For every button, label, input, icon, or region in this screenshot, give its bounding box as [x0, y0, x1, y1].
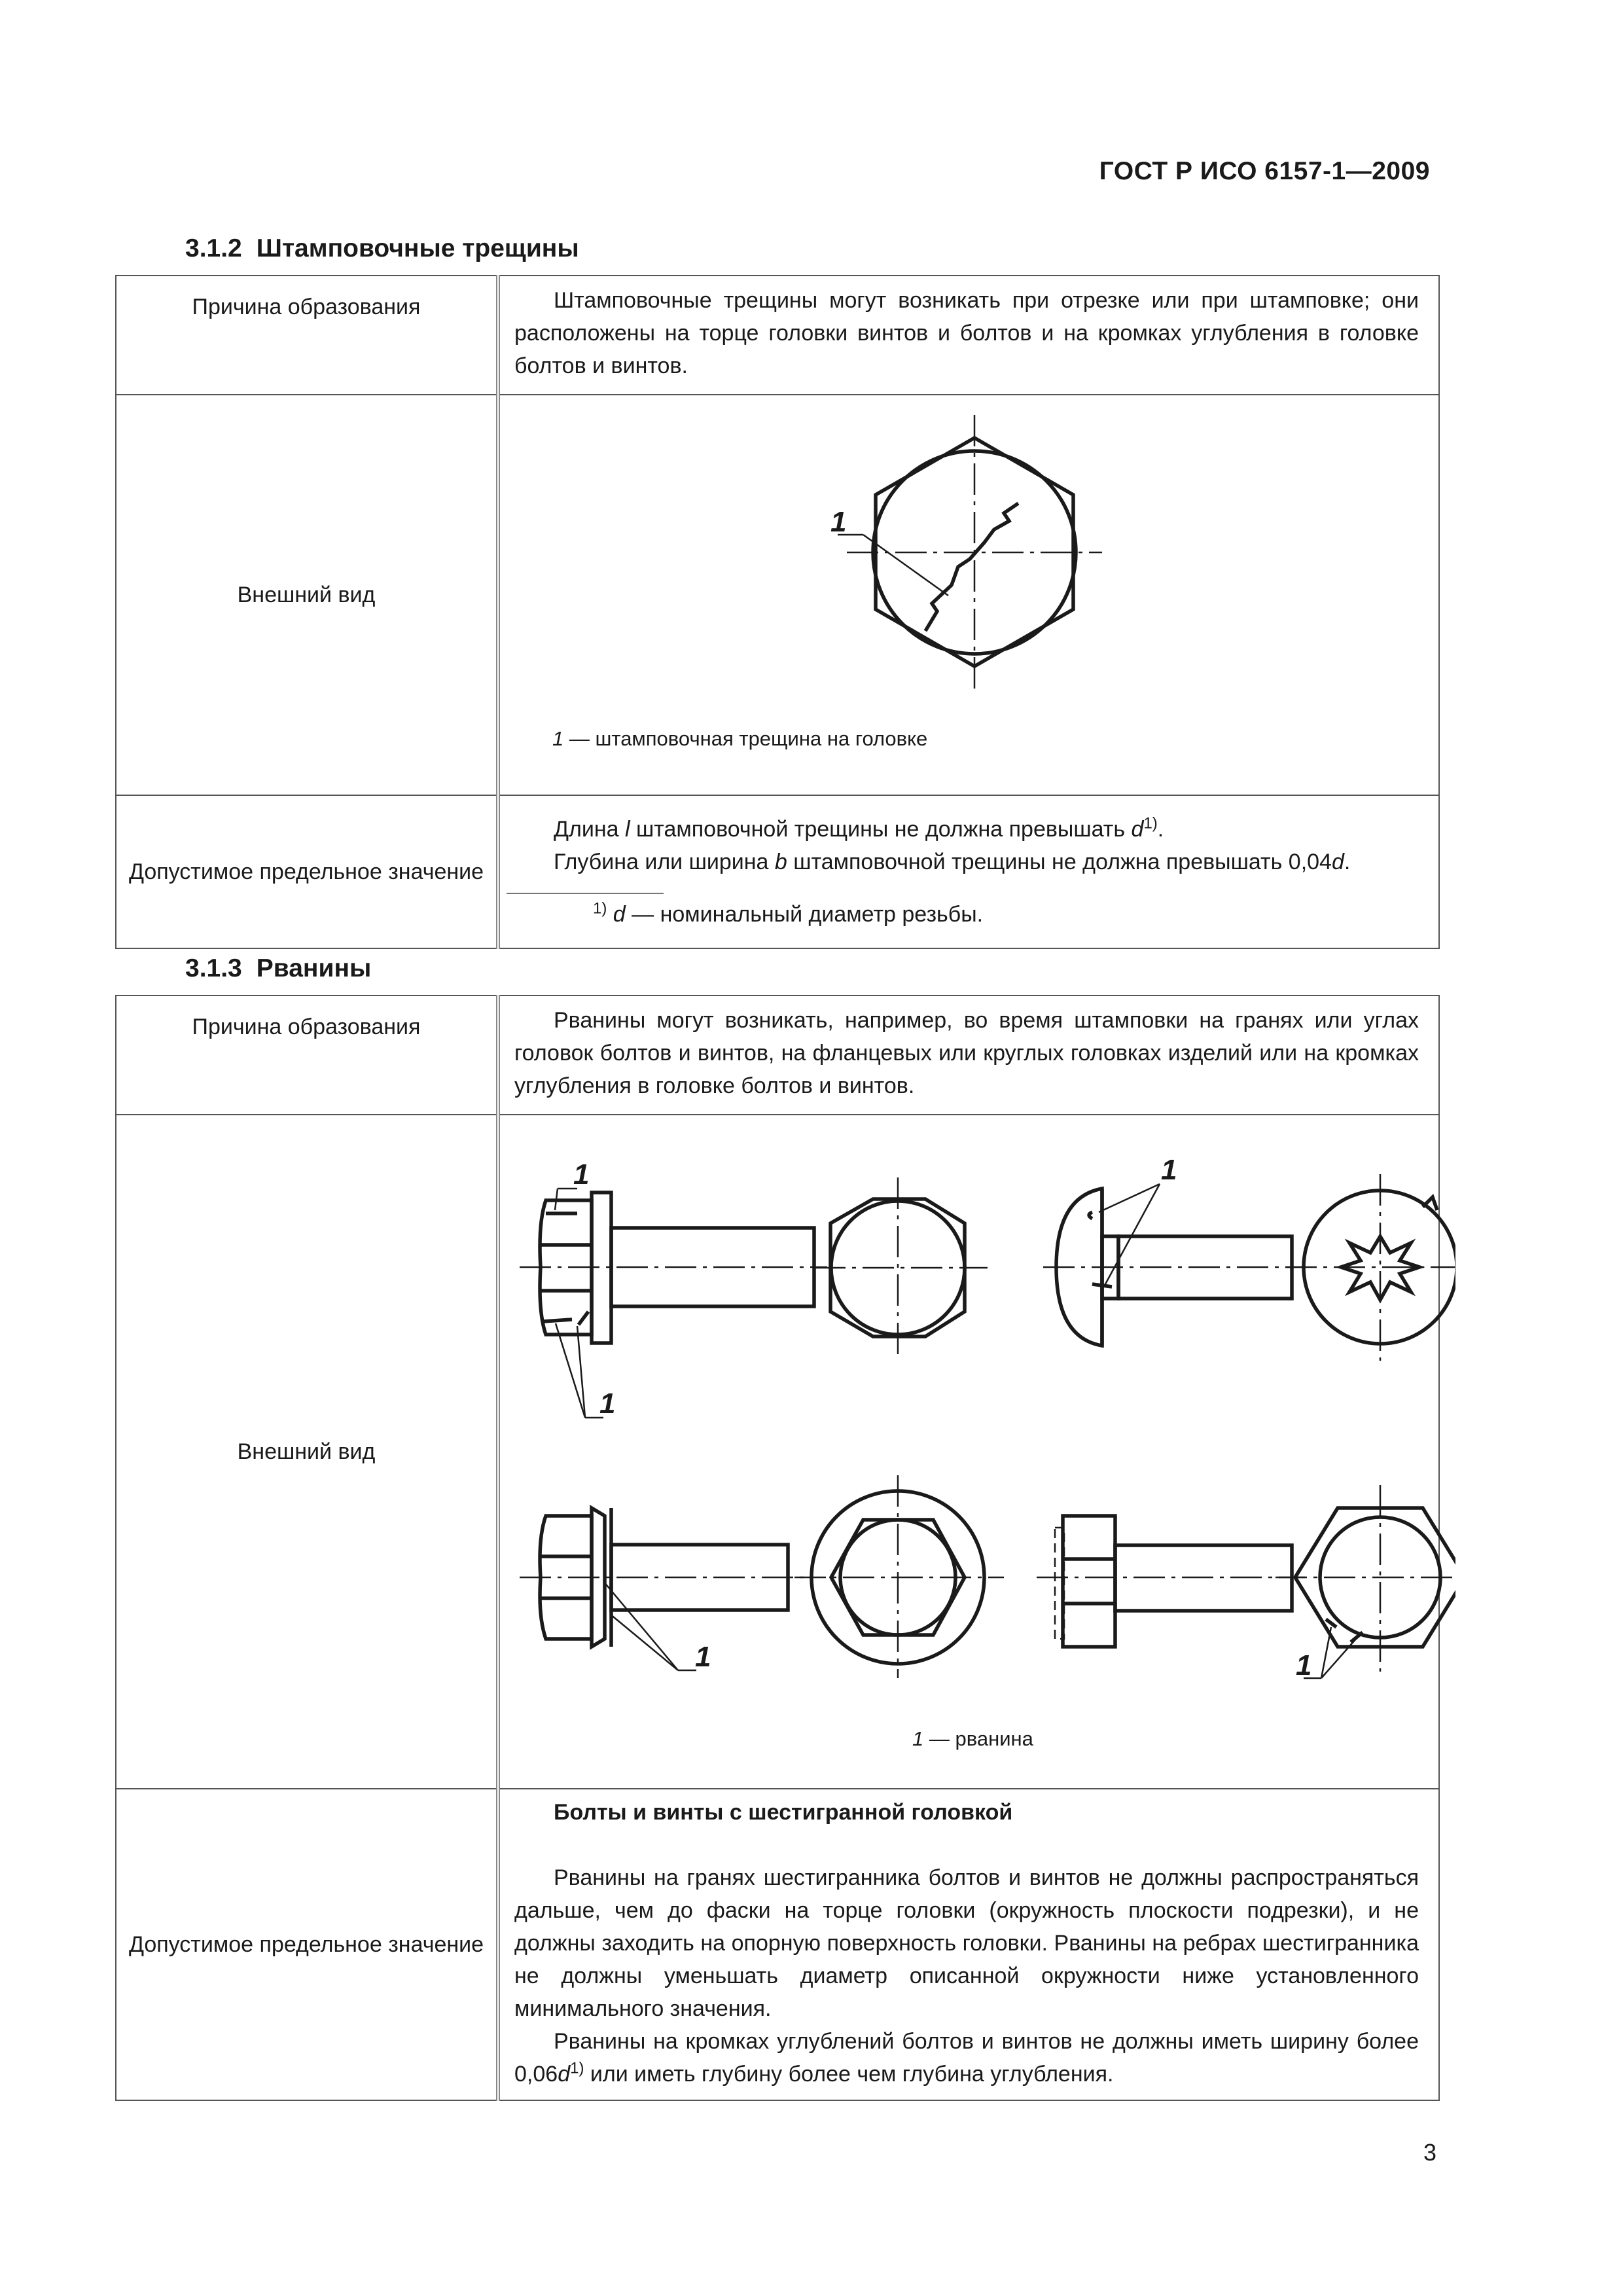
- page-number: 3: [1423, 2139, 1436, 2166]
- hex-end-view: [814, 1177, 988, 1357]
- footnote: [514, 898, 1419, 931]
- caption-text: — рванина: [923, 1727, 1033, 1750]
- document-header: ГОСТ Р ИСО 6157-1—2009: [1099, 157, 1430, 185]
- footnote-ref: 1): [570, 2059, 584, 2077]
- crack-line: [925, 503, 1018, 631]
- table-row: [116, 395, 1439, 795]
- recess-end-view: [1285, 1174, 1455, 1361]
- figure-cell: [498, 395, 1439, 795]
- row-label: Внешний вид: [116, 395, 498, 795]
- var-l: l: [625, 817, 630, 842]
- caption-number: 1: [912, 1727, 924, 1750]
- limit-heading: Болты и винты с шестигранной головкой: [554, 1800, 1013, 1825]
- limit-line-2: [514, 846, 1419, 878]
- callout-label: 1: [1161, 1154, 1177, 1186]
- row-text: [498, 1789, 1439, 2100]
- section-title: Рванины: [256, 954, 372, 982]
- var-d: d: [613, 902, 626, 927]
- figure-caption: [912, 1723, 1033, 1755]
- text-run: .: [1157, 817, 1164, 842]
- limit-paragraph-2: [514, 2025, 1419, 2090]
- text-run: Глубина или ширина: [554, 850, 775, 874]
- row-text: [498, 795, 1439, 948]
- text-run: Длина: [554, 817, 625, 842]
- table-312: [115, 275, 1440, 949]
- row-label: Причина образования: [116, 996, 498, 1115]
- hex-circle-end-view: [1275, 1485, 1455, 1681]
- section-heading-312: [185, 234, 579, 263]
- section-number: 3.1.2: [185, 234, 242, 262]
- footnote-text: — номинальный диаметр резьбы.: [625, 902, 984, 927]
- section-title: Штамповочные трещины: [256, 234, 579, 262]
- table-row: [116, 996, 1439, 1115]
- section-number: 3.1.3: [185, 954, 242, 982]
- figure-drawing: [500, 1115, 1455, 1788]
- footnote-divider: [507, 893, 664, 894]
- limit-line-1: [514, 813, 1419, 846]
- figure-cell: [498, 1115, 1439, 1789]
- figure-laps: [500, 1115, 1438, 1788]
- figure-caption: [552, 723, 927, 755]
- callout-label: 1: [573, 1158, 590, 1191]
- row-label: Причина образования: [116, 276, 498, 395]
- footnote-mark: 1): [593, 899, 607, 918]
- caption-text: — штамповочная трещина на головке: [563, 727, 928, 750]
- var-b: b: [774, 850, 787, 874]
- text-run: штамповочной трещины не должна превышать: [630, 817, 1132, 842]
- row-text: Рванины могут возникать, например, во время штамповки на гранях или углах головок болтов и винтов, на фланцевых или круглых головках изделий или на кромках углубления в головке болтов и винтов.: [498, 996, 1439, 1115]
- row-label: Внешний вид: [116, 1115, 498, 1789]
- flange-bolt-side-view-2: [520, 1508, 804, 1673]
- pan-head-side-view: [1043, 1154, 1305, 1346]
- table-313: [115, 995, 1440, 2101]
- section-heading-313: [185, 954, 371, 983]
- text-run: или иметь глубину более чем глубина углубления.: [584, 2062, 1114, 2087]
- callout-label: 1: [830, 506, 847, 538]
- text-run: штамповочной трещины не должна превышать 0,04: [787, 850, 1332, 874]
- hex-bolt-side-view: [1037, 1516, 1305, 1647]
- flange-bolt-side-view: [520, 1158, 827, 1420]
- text-run: .: [1344, 850, 1351, 874]
- limit-paragraph-1: Рванины на гранях шестигранника болтов и винтов не должны распространяться дальше, чем до фаски на торце головки (окружность плоскости подрезки), и не должны заходить на опорную поверхность головки. Рванины на ребрах шестигранника не должны уменьшать диаметр описанной окружности ниже установленного минимального значения.: [514, 1865, 1419, 2021]
- table-row: [116, 795, 1439, 948]
- row-label: Допустимое предельное значение: [116, 1789, 498, 2100]
- row-label: Допустимое предельное значение: [116, 795, 498, 948]
- caption-number: 1: [552, 727, 564, 750]
- callout-label: 1: [1296, 1649, 1312, 1681]
- callout-label: 1: [695, 1641, 711, 1673]
- figure-stamping-crack: [500, 395, 1438, 795]
- table-row: [116, 1115, 1439, 1789]
- flange-end-view: [794, 1475, 1004, 1678]
- table-row: [116, 1789, 1439, 2100]
- callout-label: 1: [599, 1388, 616, 1420]
- var-d: d: [558, 2062, 571, 2087]
- table-row: [116, 276, 1439, 395]
- var-d: d: [1331, 850, 1344, 874]
- footnote-ref: 1): [1143, 814, 1158, 833]
- text-run: Рванины на кромках углублений болтов и винтов не должны иметь ширину более 0,06: [514, 2029, 1419, 2087]
- row-text: Штамповочные трещины могут возникать при отрезке или при штамповке; они расположены на торце головки винтов и болтов и на кромках углубления в головке болтов и винтов.: [498, 276, 1439, 395]
- var-d: d: [1131, 817, 1144, 842]
